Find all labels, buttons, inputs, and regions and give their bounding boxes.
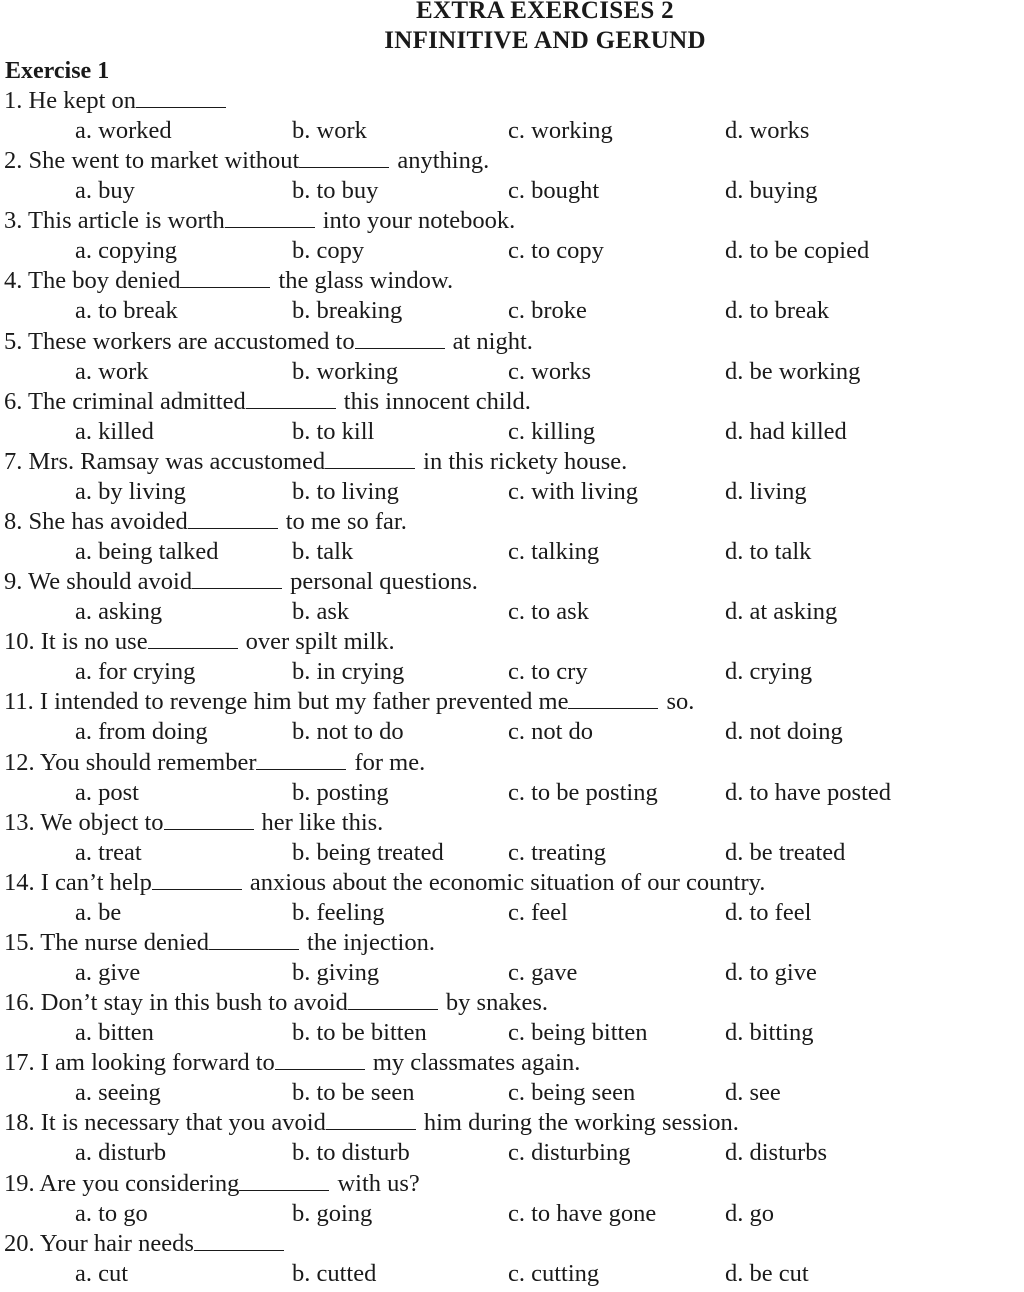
option-b: b. not to do (292, 718, 404, 746)
option-c: c. works (508, 357, 592, 385)
option-b: b. cutted (292, 1259, 377, 1287)
option-c: c. to ask (508, 598, 589, 626)
question-stem (4, 266, 453, 296)
page-subtitle: INFINITIVE AND GERUND (384, 27, 706, 54)
option-b: b. work (292, 117, 367, 144)
option-a: a. disturb (75, 1139, 167, 1167)
question-text-after: him during the working session. (423, 1109, 739, 1137)
question-text-after: into your notebook. (322, 207, 516, 235)
option-a: a. cut (75, 1259, 129, 1287)
option-d: d. be cut (725, 1259, 809, 1287)
option-a: a. seeing (75, 1079, 161, 1107)
question-text: 14. I can’t help (4, 868, 152, 896)
question-stem (4, 1108, 739, 1138)
option-c: c. disturbing (508, 1139, 631, 1167)
option-a: a. post (75, 778, 139, 806)
option-b: b. going (292, 1199, 373, 1227)
question-text: 1. He kept on (4, 87, 136, 114)
option-d: d. works (725, 117, 810, 144)
answer-blank (209, 931, 299, 950)
option-a: a. copying (75, 237, 178, 265)
answer-blank (275, 1051, 365, 1070)
page-title: EXTRA EXERCISES 2 (416, 0, 674, 24)
option-d: d. bitting (725, 1019, 814, 1047)
question-text-after: the glass window. (278, 267, 454, 295)
question-item (0, 868, 1024, 928)
question-text: 11. I intended to revenge him but my father prevented me (4, 688, 569, 716)
option-b: b. giving (292, 958, 380, 986)
question-text: 3. This article is worth (4, 207, 225, 235)
option-d: d. crying (725, 658, 813, 686)
option-d: d. to break (725, 297, 830, 325)
question-item (0, 206, 1024, 266)
question-stem (4, 687, 694, 717)
question-text-after: this innocent child. (343, 387, 531, 415)
option-b: b. posting (292, 778, 389, 806)
option-a: a. to go (75, 1199, 148, 1227)
answer-blank (192, 570, 282, 589)
option-b: b. breaking (292, 297, 403, 325)
option-c: c. feel (508, 898, 568, 926)
question-text-after: to me so far. (285, 507, 407, 535)
question-stem (4, 808, 383, 838)
option-d: d. be treated (725, 838, 846, 866)
option-a: a. give (75, 958, 141, 986)
question-stem (4, 387, 531, 417)
answer-blank (256, 751, 346, 770)
option-b: b. ask (292, 598, 350, 626)
option-a: a. for crying (75, 658, 196, 686)
answer-blank (246, 390, 336, 409)
option-a: a. being talked (75, 537, 219, 565)
option-c: c. not do (508, 718, 594, 746)
question-text: 4. The boy denied (4, 267, 181, 295)
answer-blank (136, 89, 226, 108)
option-c: c. with living (508, 477, 638, 505)
option-a: a. from doing (75, 718, 208, 746)
answer-blank (326, 1111, 416, 1130)
question-text: 13. We object to (4, 808, 164, 836)
option-b: b. to be seen (292, 1079, 415, 1107)
question-stem (4, 507, 407, 537)
question-stem (4, 928, 435, 958)
option-a: a. be (75, 898, 122, 926)
question-text-after: so. (666, 688, 695, 716)
option-b: b. in crying (292, 658, 405, 686)
option-c: c. broke (508, 297, 587, 325)
question-item (0, 387, 1024, 447)
option-c: c. being bitten (508, 1019, 648, 1047)
option-c: c. treating (508, 838, 606, 866)
question-stem (4, 86, 234, 116)
option-b: b. feeling (292, 898, 385, 926)
question-item (0, 266, 1024, 326)
option-c: c. to have gone (508, 1199, 657, 1227)
option-c: c. talking (508, 537, 600, 565)
question-text-after: in this rickety house. (423, 447, 628, 475)
question-item (0, 1108, 1024, 1168)
question-text: 20. Your hair needs (4, 1229, 194, 1257)
answer-blank (239, 1172, 329, 1191)
option-a: a. by living (75, 477, 186, 505)
question-item (0, 86, 1024, 146)
question-stem (4, 627, 395, 657)
option-c: c. being seen (508, 1079, 636, 1107)
option-a: a. buy (75, 177, 135, 205)
question-list (0, 86, 1024, 1289)
question-item (0, 1169, 1024, 1229)
answer-blank (325, 450, 415, 469)
option-b: b. to buy (292, 177, 379, 205)
question-item (0, 748, 1024, 808)
option-b: b. being treated (292, 838, 444, 866)
question-stem (4, 447, 627, 477)
question-text: 9. We should avoid (4, 568, 193, 596)
option-d: d. be working (725, 357, 861, 385)
option-b: b. working (292, 357, 399, 385)
option-a: a. to break (75, 297, 178, 325)
question-item (0, 447, 1024, 507)
option-c: c. working (508, 117, 613, 144)
question-item (0, 928, 1024, 988)
question-text: 18. It is necessary that you avoid (4, 1109, 326, 1137)
option-c: c. cutting (508, 1259, 600, 1287)
option-c: c. to copy (508, 237, 604, 265)
question-stem (4, 1169, 420, 1199)
option-b: b. to be bitten (292, 1019, 427, 1047)
option-a: a. treat (75, 838, 142, 866)
question-stem (4, 868, 765, 898)
question-text-after: over spilt milk. (245, 628, 395, 656)
question-stem (4, 988, 548, 1018)
question-text: 2. She went to market without (4, 147, 300, 175)
question-text: 6. The criminal admitted (4, 387, 246, 415)
option-d: d. see (725, 1079, 781, 1107)
question-text: 10. It is no use (4, 628, 148, 656)
question-item (0, 1229, 1024, 1289)
option-d: d. had killed (725, 417, 847, 445)
option-c: c. killing (508, 417, 596, 445)
answer-blank (348, 991, 438, 1010)
option-d: d. disturbs (725, 1139, 828, 1167)
option-a: a. worked (75, 117, 172, 144)
option-c: c. to cry (508, 658, 588, 686)
option-d: d. to be copied (725, 237, 870, 265)
question-item (0, 687, 1024, 747)
answer-blank (148, 630, 238, 649)
answer-blank (180, 269, 270, 288)
question-text: 15. The nurse denied (4, 928, 210, 956)
question-text-after: the injection. (307, 928, 435, 956)
option-b: b. to living (292, 477, 399, 505)
option-b: b. copy (292, 237, 365, 265)
question-item (0, 507, 1024, 567)
question-text-after: her like this. (261, 808, 384, 836)
option-a: a. asking (75, 598, 163, 626)
question-item (0, 627, 1024, 687)
option-b: b. talk (292, 537, 354, 565)
question-item (0, 988, 1024, 1048)
question-item (0, 327, 1024, 387)
question-text: 8. She has avoided (4, 507, 188, 535)
question-text-after: anxious about the economic situation of our country. (249, 868, 766, 896)
exercise-title: Exercise 1 (5, 58, 110, 84)
option-d: d. not doing (725, 718, 843, 746)
answer-blank (225, 209, 315, 228)
option-a: a. killed (75, 417, 154, 445)
option-d: d. buying (725, 177, 818, 205)
question-stem (4, 567, 478, 597)
question-item (0, 808, 1024, 868)
option-d: d. living (725, 477, 807, 505)
question-stem (4, 327, 533, 357)
answer-blank (355, 330, 445, 349)
question-text: 19. Are you considering (4, 1169, 240, 1197)
question-text: 17. I am looking forward to (4, 1049, 275, 1077)
question-text: 5. These workers are accustomed to (4, 327, 355, 355)
option-b: b. to kill (292, 417, 375, 445)
answer-blank (152, 871, 242, 890)
question-text-after: my classmates again. (372, 1049, 581, 1077)
answer-blank (194, 1232, 284, 1251)
option-d: d. to feel (725, 898, 812, 926)
option-c: c. bought (508, 177, 600, 205)
option-d: d. to give (725, 958, 817, 986)
option-a: a. bitten (75, 1019, 154, 1047)
option-d: d. at asking (725, 598, 838, 626)
answer-blank (188, 510, 278, 529)
question-text-after: anything. (397, 147, 490, 175)
question-text: 12. You should remember (4, 748, 257, 776)
question-text-after: personal questions. (290, 568, 478, 596)
question-text-after: at night. (452, 327, 533, 355)
answer-blank (568, 690, 658, 709)
question-text-after: with us? (337, 1169, 420, 1197)
question-stem (4, 1229, 292, 1259)
question-stem (4, 1048, 580, 1078)
option-d: d. go (725, 1199, 774, 1227)
question-stem (4, 748, 425, 778)
option-d: d. to have posted (725, 778, 892, 806)
question-text-after: by snakes. (445, 989, 548, 1017)
question-stem (4, 206, 515, 236)
option-c: c. gave (508, 958, 578, 986)
answer-blank (299, 149, 389, 168)
answer-blank (164, 811, 254, 830)
question-stem (4, 146, 489, 176)
question-item (0, 567, 1024, 627)
question-item (0, 1048, 1024, 1108)
question-text: 7. Mrs. Ramsay was accustomed (4, 447, 326, 475)
option-a: a. work (75, 357, 149, 385)
question-text: 16. Don’t stay in this bush to avoid (4, 989, 348, 1017)
option-b: b. to disturb (292, 1139, 410, 1167)
question-text-after: for me. (354, 748, 426, 776)
question-item (0, 146, 1024, 206)
option-d: d. to talk (725, 537, 812, 565)
option-c: c. to be posting (508, 778, 658, 806)
